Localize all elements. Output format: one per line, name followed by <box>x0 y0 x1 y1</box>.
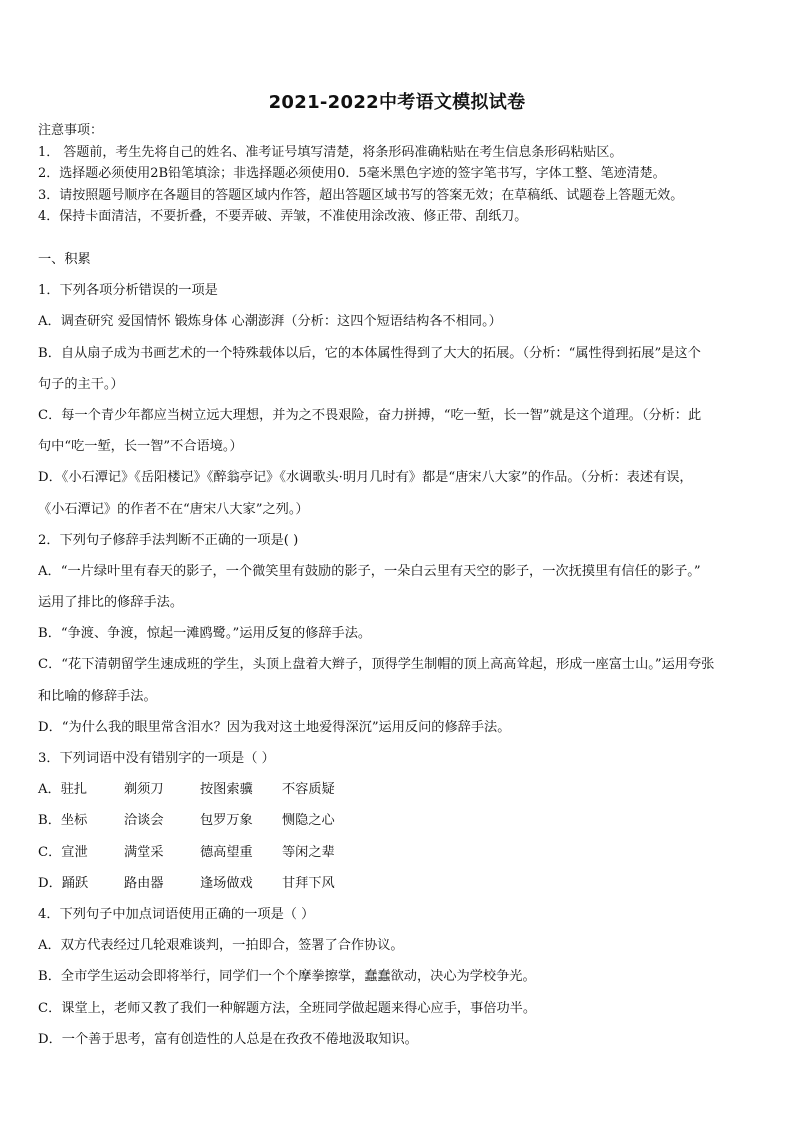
option-word: 恻隐之心 <box>282 813 335 829</box>
option-word: 路由器 <box>124 875 164 891</box>
notice-block <box>38 120 758 228</box>
notice-item: 3．请按照题号顺序在各题目的答题区域内作答，超出答题区域书写的答案无效；在草稿纸、试题卷上答题无效。 <box>38 187 684 203</box>
question-stem: 2．下列句子修辞手法判断不正确的一项是( ) <box>38 532 299 548</box>
option-word: 不容质疑 <box>282 782 335 798</box>
question-stem: 4．下列句子中加点词语使用正确的一项是（ ） <box>38 906 315 922</box>
option-a: A．双方代表经过几轮艰难谈判，一拍即合，签署了合作协议。 <box>38 938 404 954</box>
option-word: 甘拜下风 <box>282 875 335 891</box>
option-word: 洽谈会 <box>124 813 164 829</box>
question-stem: 1．下列各项分析错误的一项是 <box>38 283 218 299</box>
notice-heading: 注意事项： <box>38 123 104 138</box>
option-b: B．“争渡、争渡，惊起一滩鸥鹭。”运用反复的修辞手法。 <box>38 626 372 642</box>
option-row-d <box>38 868 758 899</box>
option-row-a <box>38 774 758 805</box>
option-a-continued: 运用了排比的修辞手法。 <box>38 595 184 611</box>
option-word: D．踊跃 <box>38 875 89 891</box>
option-d: D．《小石潭记》《岳阳楼记》《醉翁亭记》《水调歌头·明月几时有》都是“唐宋八大家”的作品。（分析：表述有误， <box>38 470 693 486</box>
notice-item: 2．选择题必须使用2B铅笔填涂；非选择题必须使用0．5毫米黑色字迹的签字笔书写，字体工整、笔迹清楚。 <box>38 166 666 181</box>
section-heading: 一、积累 <box>38 252 91 267</box>
option-c: C．“花下清朝留学生速成班的学生，头顶上盘着大辫子，顶得学生制帽的顶上高高耸起，形成一座富士山。”运用夸张 <box>38 657 715 673</box>
option-c: C．课堂上，老师又教了我们一种解题方法，全班同学做起题来得心应手，事倍功半。 <box>38 1000 537 1016</box>
option-word: 德高望重 <box>200 844 253 860</box>
notice-item: 1． 答题前，考生先将自己的姓名、准考证号填写清楚，将条形码准确粘贴在考生信息条形码粘贴区。 <box>38 144 623 160</box>
option-word: 包罗万象 <box>200 813 253 829</box>
option-word: 满堂采 <box>124 844 164 860</box>
option-d: D．一个善于思考，富有创造性的人总是在孜孜不倦地汲取知识。 <box>38 1031 418 1047</box>
page-title: 2021-2022中考语文模拟试卷 <box>268 92 526 113</box>
option-word: 按图索骥 <box>200 782 253 798</box>
option-a: A．调查研究 爱国情怀 锻炼身体 心潮澎湃（分析：这四个短语结构各不相同。） <box>38 314 502 330</box>
option-c-continued: 句中“吃一堑，长一智”不合语境。） <box>38 439 243 455</box>
option-d: D．“为什么我的眼里常含泪水？因为我对这土地爱得深沉”运用反问的修辞手法。 <box>38 719 511 735</box>
option-c-continued: 和比喻的修辞手法。 <box>38 688 157 704</box>
questions-body <box>38 244 758 1055</box>
option-a: A．“一片绿叶里有春天的影子，一个微笑里有鼓励的影子，一朵白云里有天空的影子，一次抚摸里有信任的影子。” <box>38 563 701 579</box>
option-word: A．驻扎 <box>38 782 88 798</box>
option-b: B．全市学生运动会即将举行，同学们一个个摩拳擦掌，蠢蠢欲动，决心为学校争光。 <box>38 969 536 985</box>
option-word: B．坐标 <box>38 813 88 829</box>
option-d-continued: 《小石潭记》的作者不在“唐宋八大家”之列。） <box>38 501 309 517</box>
question-stem: 3．下列词语中没有错别字的一项是（ ） <box>38 751 275 766</box>
option-word: 剃须刀 <box>124 782 164 798</box>
option-b: B．自从扇子成为书画艺术的一个特殊载体以后，它的本体属性得到了大大的拓展。（分析：“属性得到拓展”是这个 <box>38 345 701 361</box>
option-word: 逢场做戏 <box>200 875 253 891</box>
option-row-b <box>38 805 758 836</box>
option-row-c <box>38 837 758 868</box>
option-word: C．宣泄 <box>38 844 88 860</box>
option-word: 等闲之辈 <box>282 844 335 860</box>
option-c: C．每一个青少年都应当树立远大理想，并为之不畏艰险，奋力拼搏，“吃一堑，长一智”就是这个道理。（分析：此 <box>38 407 702 423</box>
option-b-continued: 句子的主干。） <box>38 376 124 392</box>
notice-item: 4．保持卡面清洁，不要折叠，不要弄破、弄皱，不准使用涂改液、修正带、刮纸刀。 <box>38 209 528 224</box>
